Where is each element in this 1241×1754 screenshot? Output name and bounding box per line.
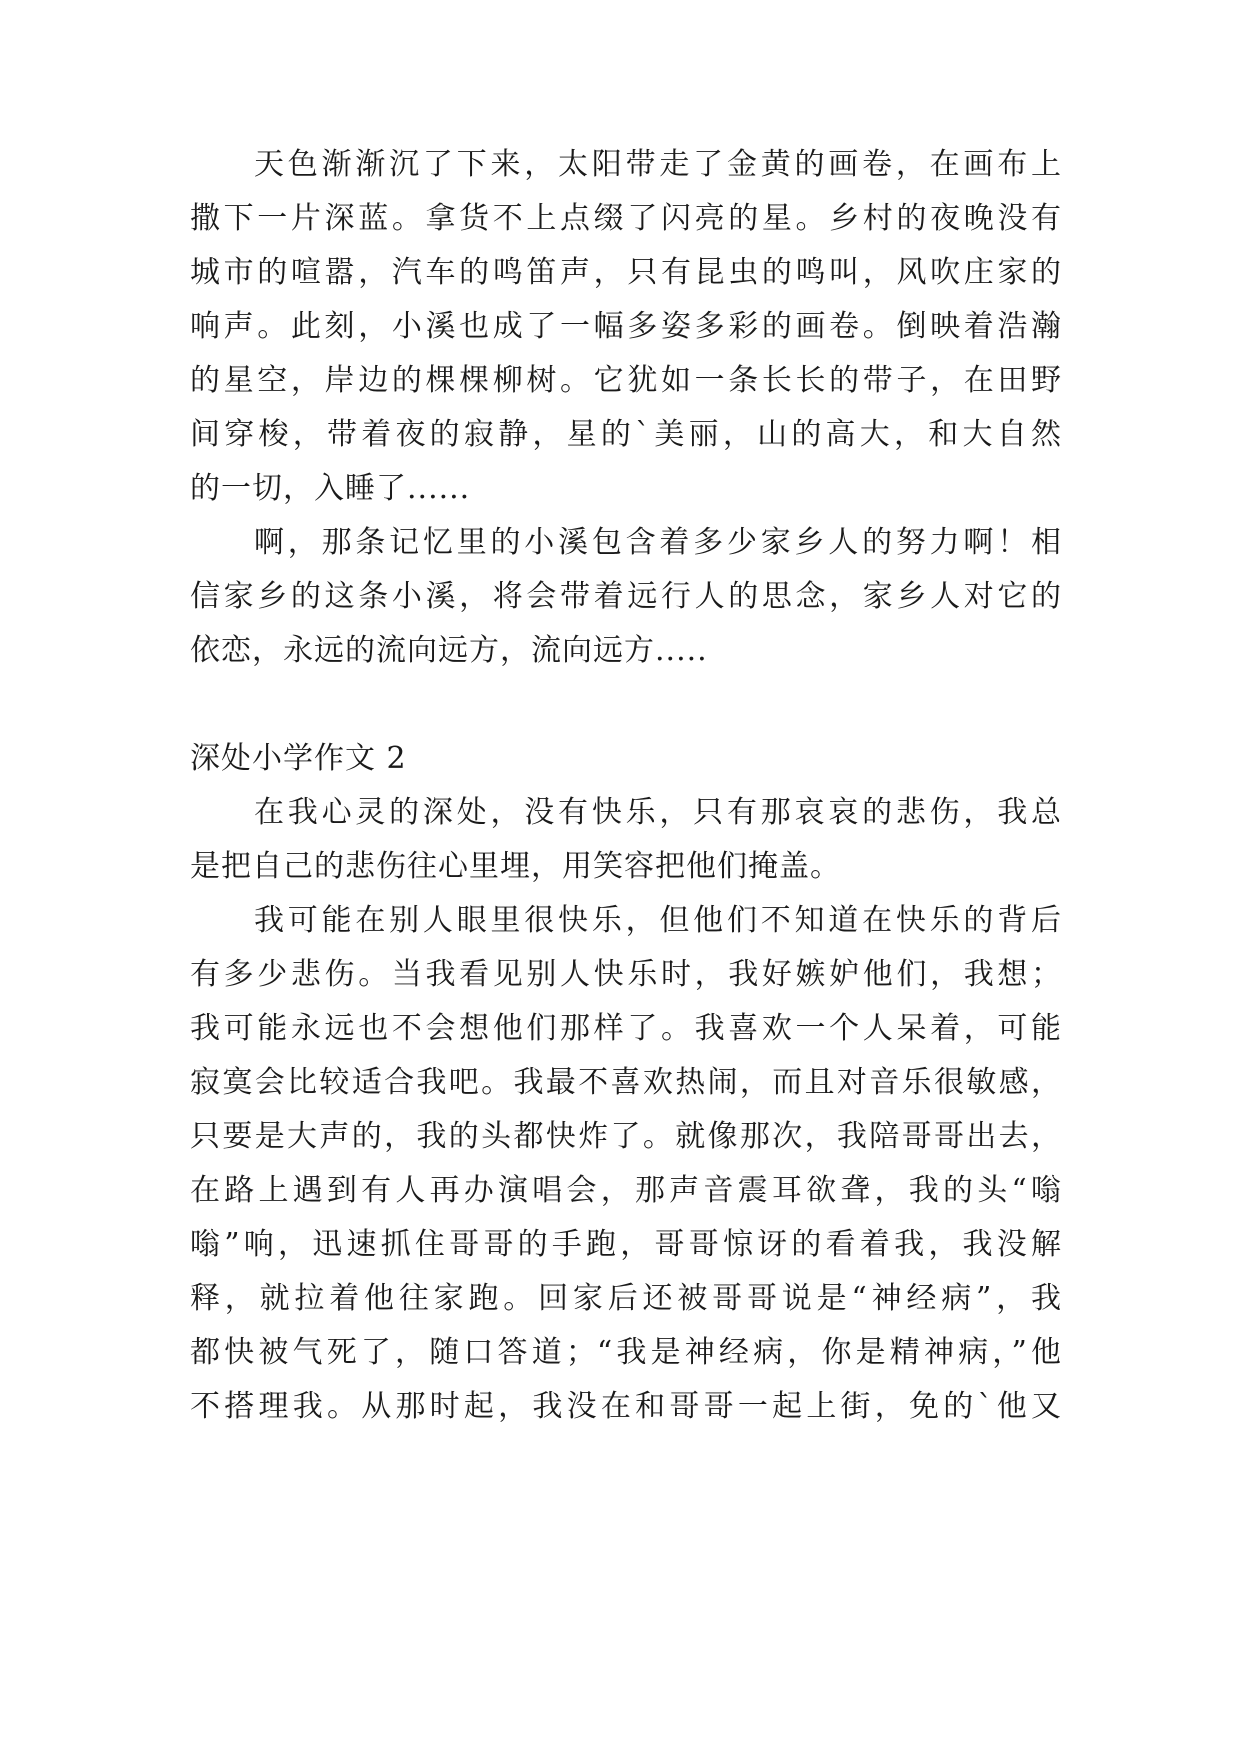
text-line: 信家乡的这条小溪，将会带着远行人的思念，家乡人对它的	[190, 579, 1062, 614]
text-line: 只要是大声的，我的头都快炸了。就像那次，我陪哥哥出去，	[190, 1119, 1062, 1154]
text-line: 的星空，岸边的棵棵柳树。它犹如一条长长的带子，在田野	[190, 363, 1062, 398]
text-line: 天色渐渐沉了下来，太阳带走了金黄的画卷，在画布上	[254, 147, 1062, 182]
text-line: 啊，那条记忆里的小溪包含着多少家乡人的努力啊！相	[254, 525, 1062, 560]
text-line: 响声。此刻，小溪也成了一幅多姿多彩的画卷。倒映着浩瀚	[190, 309, 1062, 344]
text-line: 的一切，入睡了......	[190, 471, 471, 506]
text-line: 释，就拉着他往家跑。回家后还被哥哥说是“神经病”，我	[190, 1281, 1062, 1316]
text-line: 嗡”响，迅速抓住哥哥的手跑，哥哥惊讶的看着我，我没解	[190, 1227, 1062, 1262]
text-line: 都快被气死了，随口答道；“我是神经病，你是精神病，”他	[190, 1335, 1062, 1370]
text-line: 依恋，永远的流向远方，流向远方.....	[190, 633, 708, 668]
text-line: 我可能在别人眼里很快乐，但他们不知道在快乐的背后	[254, 903, 1062, 938]
text-line: 撒下一片深蓝。拿货不上点缀了闪亮的星。乡村的夜晚没有	[190, 201, 1062, 236]
text-line: 我可能永远也不会想他们那样了。我喜欢一个人呆着，可能	[190, 1011, 1062, 1046]
text-line: 是把自己的悲伤往心里埋，用笑容把他们掩盖。	[190, 849, 841, 884]
text-line: 间穿梭，带着夜的寂静，星的`美丽，山的高大，和大自然	[190, 417, 1062, 452]
text-line: 不搭理我。从那时起，我没在和哥哥一起上街，免的`他又	[190, 1389, 1062, 1424]
text-line: 城市的喧嚣，汽车的鸣笛声，只有昆虫的鸣叫，风吹庄家的	[190, 255, 1062, 290]
text-line: 有多少悲伤。当我看见别人快乐时，我好嫉妒他们，我想；	[190, 957, 1062, 992]
text-line: 寂寞会比较适合我吧。我最不喜欢热闹，而且对音乐很敏感，	[190, 1065, 1062, 1100]
text-line: 在路上遇到有人再办演唱会，那声音震耳欲聋，我的头“嗡	[190, 1173, 1062, 1208]
section-heading: 深处小学作文 2	[190, 741, 407, 776]
text-line: 在我心灵的深处，没有快乐，只有那哀哀的悲伤，我总	[254, 795, 1062, 830]
